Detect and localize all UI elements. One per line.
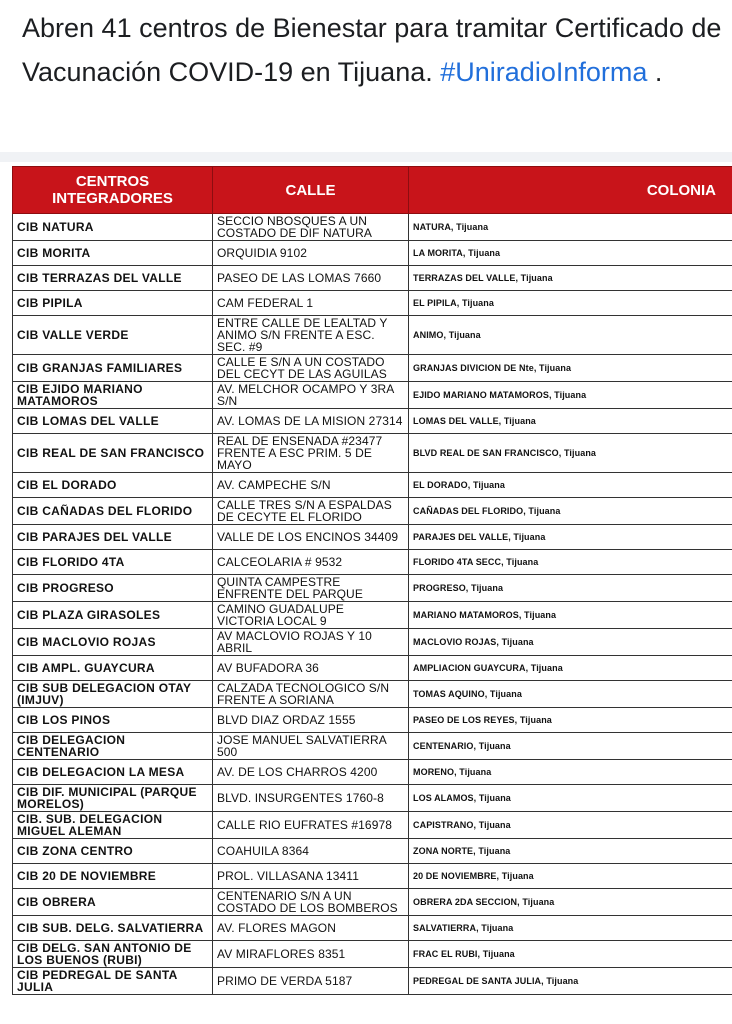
table-body [13, 214, 732, 995]
cell-calle: JOSE MANUEL SALVATIERRA 500 [213, 733, 409, 760]
cell-calle: CAMINO GUADALUPE VICTORIA LOCAL 9 [213, 602, 409, 629]
cell-calle: AV BUFADORA 36 [213, 656, 409, 681]
cell-colonia: AMPLIACION GUAYCURA, Tijuana [409, 656, 732, 681]
cell-calle: AV. MELCHOR OCAMPO Y 3RA S/N [213, 382, 409, 409]
cell-colonia: MORENO, Tijuana [409, 760, 732, 785]
cell-colonia: LOS ALAMOS, Tijuana [409, 785, 732, 812]
cell-colonia: PARAJES DEL VALLE, Tijuana [409, 525, 732, 550]
cell-calle: AV. DE LOS CHARROS 4200 [213, 760, 409, 785]
hashtag-link[interactable]: #UniradioInforma [440, 57, 648, 87]
centers-table-image[interactable] [12, 166, 732, 1016]
cell-colonia: LOMAS DEL VALLE, Tijuana [409, 409, 732, 434]
cell-calle: AV. FLORES MAGON [213, 916, 409, 941]
table-row [13, 656, 732, 681]
cell-colonia: FLORIDO 4TA SECC, Tijuana [409, 550, 732, 575]
table-row [13, 941, 732, 968]
cell-colonia: ANIMO, Tijuana [409, 316, 732, 355]
cell-colonia: TOMAS AQUINO, Tijuana [409, 681, 732, 708]
table-row [13, 785, 732, 812]
cell-calle: CALCEOLARIA # 9532 [213, 550, 409, 575]
table-row [13, 839, 732, 864]
table-row [13, 434, 732, 473]
cell-centro: CIB PLAZA GIRASOLES [13, 602, 213, 629]
cell-colonia: EL PIPILA, Tijuana [409, 291, 732, 316]
cell-calle: SECCIO NBOSQUES A UN COSTADO DE DIF NATURA [213, 214, 409, 241]
cell-calle: BLVD. INSURGENTES 1760-8 [213, 785, 409, 812]
cell-centro: CIB MORITA [13, 241, 213, 266]
cell-centro: CIB PEDREGAL DE SANTA JULIA [13, 968, 213, 995]
table-row [13, 266, 732, 291]
cell-centro: CIB GRANJAS FAMILIARES [13, 355, 213, 382]
table-row [13, 575, 732, 602]
cell-calle: CAM FEDERAL 1 [213, 291, 409, 316]
table-row [13, 864, 732, 889]
centers-table [12, 166, 732, 995]
post-body: Abren 41 centros de Bienestar para tramitar Certificado de Vacunación COVID-19 en Tijuana. [22, 13, 722, 87]
cell-colonia: PEDREGAL DE SANTA JULIA, Tijuana [409, 968, 732, 995]
cell-colonia: CENTENARIO, Tijuana [409, 733, 732, 760]
cell-calle: CALLE E S/N A UN COSTADO DEL CECYT DE LAS AGUILAS [213, 355, 409, 382]
table-row [13, 550, 732, 575]
table-row [13, 214, 732, 241]
cell-calle: CALZADA TECNOLOGICO S/N FRENTE A SORIANA [213, 681, 409, 708]
cell-colonia: CAPISTRANO, Tijuana [409, 812, 732, 839]
cell-centro: CIB DELG. SAN ANTONIO DE LOS BUENOS (RUBI) [13, 941, 213, 968]
cell-centro: CIB CAÑADAS DEL FLORIDO [13, 498, 213, 525]
header-calle: CALLE [213, 167, 409, 214]
cell-calle: CALLE RIO EUFRATES #16978 [213, 812, 409, 839]
cell-centro: CIB PIPILA [13, 291, 213, 316]
table-row [13, 889, 732, 916]
cell-colonia: EJIDO MARIANO MATAMOROS, Tijuana [409, 382, 732, 409]
cell-centro: CIB FLORIDO 4TA [13, 550, 213, 575]
cell-calle: BLVD DIAZ ORDAZ 1555 [213, 708, 409, 733]
cell-colonia: NATURA, Tijuana [409, 214, 732, 241]
table-row [13, 241, 732, 266]
cell-centro: CIB REAL DE SAN FRANCISCO [13, 434, 213, 473]
cell-colonia: FRAC EL RUBI, Tijuana [409, 941, 732, 968]
header-colonia: COLONIA [409, 167, 732, 214]
cell-centro: CIB EJIDO MARIANO MATAMOROS [13, 382, 213, 409]
cell-colonia: CAÑADAS DEL FLORIDO, Tijuana [409, 498, 732, 525]
cell-colonia: OBRERA 2DA SECCION, Tijuana [409, 889, 732, 916]
table-row [13, 355, 732, 382]
cell-calle: AV. LOMAS DE LA MISION 27314 [213, 409, 409, 434]
table-row [13, 968, 732, 995]
cell-centro: CIB PROGRESO [13, 575, 213, 602]
cell-centro: CIB DELEGACION LA MESA [13, 760, 213, 785]
cell-colonia: GRANJAS DIVICION DE Nte, Tijuana [409, 355, 732, 382]
cell-colonia: 20 DE NOVIEMBRE, Tijuana [409, 864, 732, 889]
cell-calle: CENTENARIO S/N A UN COSTADO DE LOS BOMBEROS [213, 889, 409, 916]
cell-calle: QUINTA CAMPESTRE ENFRENTE DEL PARQUE [213, 575, 409, 602]
cell-calle: AV. CAMPECHE S/N [213, 473, 409, 498]
cell-calle: AV MIRAFLORES 8351 [213, 941, 409, 968]
table-row [13, 760, 732, 785]
cell-colonia: MARIANO MATAMOROS, Tijuana [409, 602, 732, 629]
cell-calle: PRIMO DE VERDA 5187 [213, 968, 409, 995]
cell-colonia: TERRAZAS DEL VALLE, Tijuana [409, 266, 732, 291]
table-row [13, 916, 732, 941]
cell-calle: CALLE TRES S/N A ESPALDAS DE CECYTE EL FLORIDO [213, 498, 409, 525]
cell-centro: CIB LOMAS DEL VALLE [13, 409, 213, 434]
table-row [13, 498, 732, 525]
cell-centro: CIB LOS PINOS [13, 708, 213, 733]
cell-calle: ORQUIDIA 9102 [213, 241, 409, 266]
cell-colonia: SALVATIERRA, Tijuana [409, 916, 732, 941]
table-row [13, 733, 732, 760]
table-row [13, 812, 732, 839]
table-row [13, 291, 732, 316]
cell-centro: CIB TERRAZAS DEL VALLE [13, 266, 213, 291]
cell-calle: REAL DE ENSENADA #23477 FRENTE A ESC PRIM. 5 DE MAYO [213, 434, 409, 473]
header-centros: CENTROS INTEGRADORES [13, 167, 213, 214]
cell-centro: CIB AMPL. GUAYCURA [13, 656, 213, 681]
cell-colonia: ZONA NORTE, Tijuana [409, 839, 732, 864]
cell-centro: CIB MACLOVIO ROJAS [13, 629, 213, 656]
post-trailing: . [647, 57, 663, 87]
table-row [13, 629, 732, 656]
table-row [13, 681, 732, 708]
table-row [13, 525, 732, 550]
post-text [22, 6, 722, 94]
cell-calle: VALLE DE LOS ENCINOS 34409 [213, 525, 409, 550]
cell-centro: CIB 20 DE NOVIEMBRE [13, 864, 213, 889]
cell-colonia: PASEO DE LOS REYES, Tijuana [409, 708, 732, 733]
table-row [13, 382, 732, 409]
cell-colonia: BLVD REAL DE SAN FRANCISCO, Tijuana [409, 434, 732, 473]
table-row [13, 602, 732, 629]
cell-calle: AV MACLOVIO ROJAS Y 10 ABRIL [213, 629, 409, 656]
cell-centro: CIB ZONA CENTRO [13, 839, 213, 864]
cell-centro: CIB VALLE VERDE [13, 316, 213, 355]
cell-calle: COAHUILA 8364 [213, 839, 409, 864]
table-row [13, 316, 732, 355]
cell-centro: CIB. SUB. DELEGACION MIGUEL ALEMAN [13, 812, 213, 839]
cell-centro: CIB PARAJES DEL VALLE [13, 525, 213, 550]
cell-calle: PASEO DE LAS LOMAS 7660 [213, 266, 409, 291]
cell-colonia: MACLOVIO ROJAS, Tijuana [409, 629, 732, 656]
cell-centro: CIB SUB. DELG. SALVATIERRA [13, 916, 213, 941]
cell-colonia: EL DORADO, Tijuana [409, 473, 732, 498]
divider [0, 152, 732, 162]
cell-colonia: PROGRESO, Tijuana [409, 575, 732, 602]
cell-calle: PROL. VILLASANA 13411 [213, 864, 409, 889]
cell-colonia: LA MORITA, Tijuana [409, 241, 732, 266]
table-header-row [13, 167, 732, 214]
cell-centro: CIB SUB DELEGACION OTAY (IMJUV) [13, 681, 213, 708]
table-row [13, 473, 732, 498]
cell-centro: CIB DIF. MUNICIPAL (PARQUE MORELOS) [13, 785, 213, 812]
table-row [13, 409, 732, 434]
cell-centro: CIB DELEGACION CENTENARIO [13, 733, 213, 760]
cell-centro: CIB NATURA [13, 214, 213, 241]
table-row [13, 708, 732, 733]
cell-centro: CIB EL DORADO [13, 473, 213, 498]
cell-calle: ENTRE CALLE DE LEALTAD Y ANIMO S/N FRENTE A ESC. SEC. #9 [213, 316, 409, 355]
cell-centro: CIB OBRERA [13, 889, 213, 916]
